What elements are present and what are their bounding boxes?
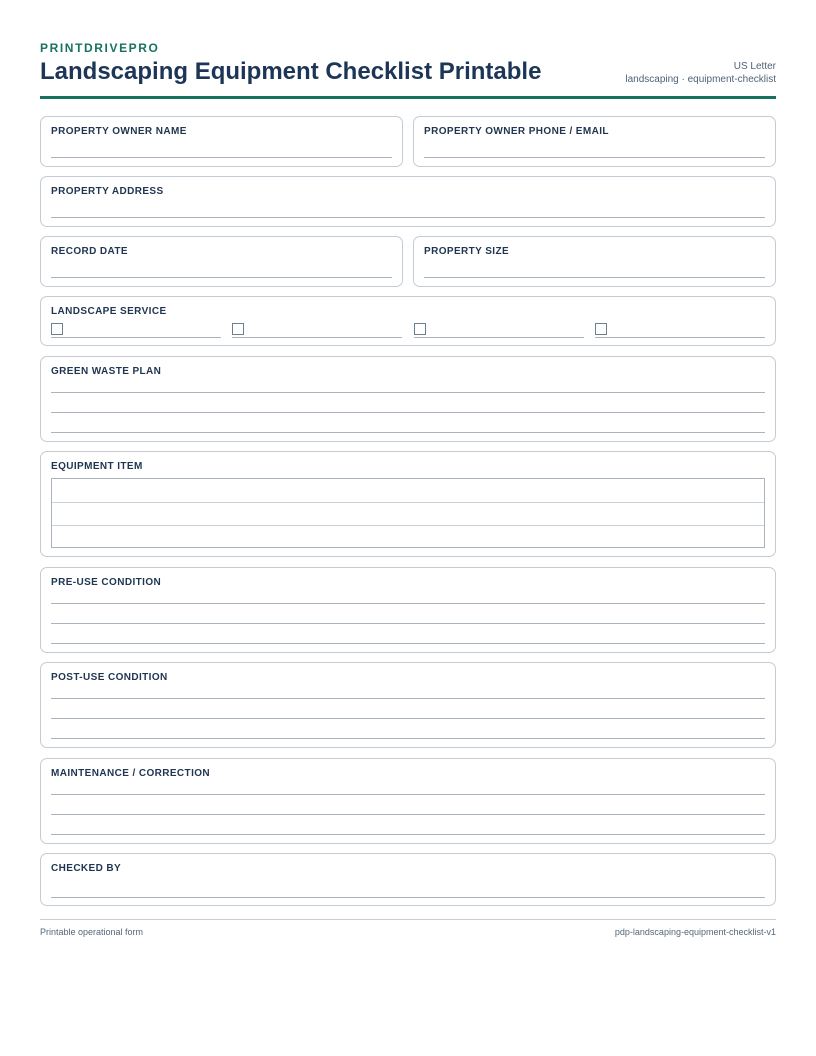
service-checkbox-3[interactable] [414,323,426,335]
address-field[interactable] [40,176,776,227]
equipment-item-field [40,451,776,557]
service-option-2[interactable] [232,323,402,337]
property-size-line[interactable] [424,277,765,278]
checked-by-field[interactable] [40,853,776,906]
paper-size: US Letter [733,61,776,72]
maintenance-line-3[interactable] [51,834,765,835]
post-use-line-1[interactable] [51,698,765,699]
page-meta [625,60,776,86]
landscape-service-field [40,296,776,346]
green-waste-plan-label: GREEN WASTE PLAN [51,366,162,377]
pre-use-line-3[interactable] [51,643,765,644]
service-option-4[interactable] [595,323,765,337]
green-waste-line-1[interactable] [51,392,765,393]
owner-name-field[interactable] [40,116,403,167]
service-checkbox-2[interactable] [232,323,244,335]
green-waste-line-2[interactable] [51,412,765,413]
maintenance-correction-field[interactable] [40,758,776,844]
green-waste-plan-field[interactable] [40,356,776,442]
footer-rule [40,919,776,920]
service-checkbox-4[interactable] [595,323,607,335]
maintenance-line-1[interactable] [51,794,765,795]
record-date-line[interactable] [51,277,392,278]
checked-by-line[interactable] [51,897,765,898]
landscape-service-label: LANDSCAPE SERVICE [51,306,167,317]
pre-use-condition-field[interactable] [40,567,776,653]
equipment-row-divider-2 [52,525,764,526]
property-size-field[interactable] [413,236,776,287]
equipment-row-divider-1 [52,502,764,503]
checked-by-label: CHECKED BY [51,863,122,874]
form-slug: landscaping · equipment-checklist [625,74,776,85]
address-line[interactable] [51,217,765,218]
pre-use-line-2[interactable] [51,623,765,624]
record-date-field[interactable] [40,236,403,287]
owner-contact-label: PROPERTY OWNER PHONE / EMAIL [424,126,609,137]
equipment-item-label: EQUIPMENT ITEM [51,461,143,472]
brand-name: PRINTDRIVEPRO [40,41,160,55]
maintenance-line-2[interactable] [51,814,765,815]
record-date-label: RECORD DATE [51,246,128,257]
maintenance-correction-label: MAINTENANCE / CORRECTION [51,768,211,779]
service-option-line-3[interactable] [414,337,584,338]
post-use-condition-label: POST-USE CONDITION [51,672,168,683]
service-option-3[interactable] [414,323,584,337]
service-option-line-4[interactable] [595,337,765,338]
equipment-table [51,478,765,548]
green-waste-line-3[interactable] [51,432,765,433]
footer-form-id: pdp-landscaping-equipment-checklist-v1 [614,927,776,937]
owner-contact-line[interactable] [424,157,765,158]
post-use-line-3[interactable] [51,738,765,739]
service-option-line-1[interactable] [51,337,221,338]
pre-use-line-1[interactable] [51,603,765,604]
footer-description: Printable operational form [40,927,144,937]
service-option-line-2[interactable] [232,337,402,338]
header-rule [40,96,776,99]
page-title: Landscaping Equipment Checklist Printable [40,58,542,85]
address-label: PROPERTY ADDRESS [51,186,164,197]
service-checkbox-1[interactable] [51,323,63,335]
owner-name-line[interactable] [51,157,392,158]
property-size-label: PROPERTY SIZE [424,246,510,257]
post-use-line-2[interactable] [51,718,765,719]
post-use-condition-field[interactable] [40,662,776,748]
owner-contact-field[interactable] [413,116,776,167]
owner-name-label: PROPERTY OWNER NAME [51,126,187,137]
pre-use-condition-label: PRE-USE CONDITION [51,577,162,588]
service-option-1[interactable] [51,323,221,337]
